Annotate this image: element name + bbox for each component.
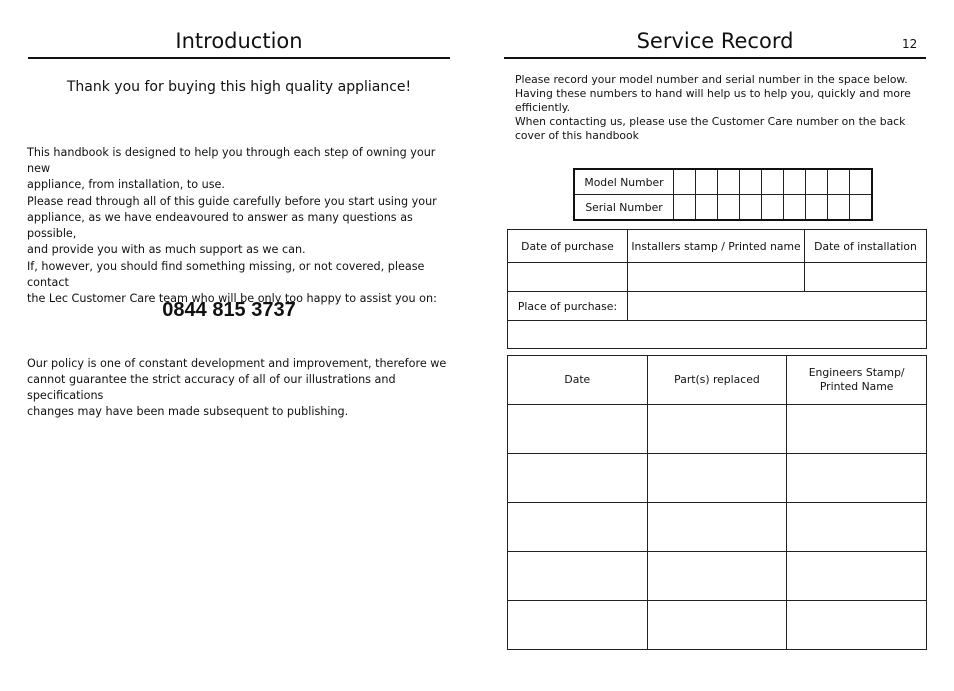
model-number-box[interactable] [696, 169, 718, 195]
serial-number-box[interactable] [806, 195, 828, 221]
service-header-row [508, 356, 927, 405]
place-of-purchase-label: Place of purchase: [508, 292, 628, 321]
parts-replaced-cell[interactable] [647, 552, 787, 601]
paragraph-line: the Lec Customer Care team who will be only too happy to assist you on: [27, 292, 437, 305]
model-number-box[interactable] [718, 169, 740, 195]
service-date-cell[interactable] [508, 405, 648, 454]
service-date-header: Date [508, 356, 648, 405]
date-of-purchase-label: Date of purchase [508, 230, 628, 263]
date-of-installation-field[interactable] [805, 263, 927, 292]
paragraph-line: cannot guarantee the strict accuracy of all of our illustrations and specifications [27, 373, 396, 402]
service-history-table [507, 355, 927, 650]
paragraph-line: changes may have been made subsequent to publishing. [27, 405, 349, 418]
parts-replaced-cell[interactable] [647, 454, 787, 503]
model-number-row [574, 169, 872, 195]
model-number-box[interactable] [674, 169, 696, 195]
page-title-introduction: Introduction [175, 29, 303, 53]
model-number-box[interactable] [784, 169, 806, 195]
parts-replaced-cell[interactable] [647, 503, 787, 552]
instruction-line: Please record your model number and serial number in the space below. [515, 73, 908, 86]
purchase-entry-row [508, 263, 927, 292]
serial-number-box[interactable] [696, 195, 718, 221]
serial-number-label: Serial Number [574, 195, 674, 221]
service-row [508, 405, 927, 454]
service-row [508, 503, 927, 552]
paragraph-line: Our policy is one of constant development and improvement, therefore we [27, 357, 447, 370]
engineers-stamp-header-line: Printed Name [819, 380, 894, 393]
service-row [508, 601, 927, 650]
paragraph-line: This handbook is designed to help you through each step of owning your new [27, 146, 436, 175]
paragraph-line: appliance, from installation, to use. [27, 178, 225, 191]
model-serial-table [573, 168, 873, 221]
engineers-stamp-cell[interactable] [787, 552, 927, 601]
paragraph-line: Please read through all of this guide carefully before you start using your [27, 195, 437, 208]
instruction-line: When contacting us, please use the Customer Care number on the back [515, 115, 906, 128]
page-title-service-record: Service Record [636, 29, 794, 53]
serial-number-row [574, 195, 872, 221]
serial-number-box[interactable] [740, 195, 762, 221]
model-number-label: Model Number [574, 169, 674, 195]
service-date-cell[interactable] [508, 454, 648, 503]
date-of-purchase-field[interactable] [508, 263, 628, 292]
serial-number-box[interactable] [674, 195, 696, 221]
serial-number-box[interactable] [718, 195, 740, 221]
engineers-stamp-cell[interactable] [787, 601, 927, 650]
place-of-purchase-field[interactable] [628, 292, 927, 321]
title-underline [504, 57, 926, 59]
customer-care-phone: 0844 815 3737 [162, 299, 296, 321]
paragraph-line: If, however, you should find something missing, or not covered, please contact [27, 260, 425, 289]
instruction-line: cover of this handbook [515, 129, 639, 142]
serial-number-box[interactable] [828, 195, 850, 221]
installers-stamp-field[interactable] [628, 263, 805, 292]
serial-number-box[interactable] [850, 195, 873, 221]
paragraph-line: and provide you with as much support as we can. [27, 243, 306, 256]
title-underline [28, 57, 450, 59]
serial-number-box[interactable] [784, 195, 806, 221]
service-date-cell[interactable] [508, 503, 648, 552]
service-row [508, 552, 927, 601]
parts-replaced-cell[interactable] [647, 601, 787, 650]
engineers-stamp-cell[interactable] [787, 454, 927, 503]
instruction-line: efficiently. [515, 101, 571, 114]
engineers-stamp-header-line: Engineers Stamp/ [808, 366, 905, 379]
engineers-stamp-cell[interactable] [787, 405, 927, 454]
paragraph-handbook [27, 145, 447, 193]
service-row [508, 454, 927, 503]
date-of-installation-label: Date of installation [805, 230, 927, 263]
installers-stamp-label: Installers stamp / Printed name [628, 230, 805, 263]
model-number-box[interactable] [828, 169, 850, 195]
place-of-purchase-extra-row [508, 321, 927, 349]
place-of-purchase-row [508, 292, 927, 321]
engineers-stamp-cell[interactable] [787, 503, 927, 552]
model-number-box[interactable] [850, 169, 873, 195]
model-number-box[interactable] [740, 169, 762, 195]
thanks-text: Thank you for buying this high quality appliance! [66, 79, 412, 95]
paragraph-policy [27, 356, 447, 420]
instruction-line: Having these numbers to hand will help us to help you, quickly and more [515, 87, 911, 100]
parts-replaced-header: Part(s) replaced [647, 356, 787, 405]
page-number: 12 [902, 37, 918, 51]
service-date-cell[interactable] [508, 601, 648, 650]
purchase-details-table [507, 229, 927, 349]
place-of-purchase-extra-field[interactable] [508, 321, 927, 349]
model-number-box[interactable] [762, 169, 784, 195]
serial-number-box[interactable] [762, 195, 784, 221]
service-date-cell[interactable] [508, 552, 648, 601]
engineers-stamp-header [787, 356, 927, 405]
paragraph-line: appliance, as we have endeavoured to answer as many questions as possible, [27, 211, 413, 240]
parts-replaced-cell[interactable] [647, 405, 787, 454]
model-number-box[interactable] [806, 169, 828, 195]
service-record-instructions [515, 73, 915, 143]
service-record-page [477, 0, 954, 691]
paragraph-read-guide [27, 194, 447, 258]
purchase-header-row [508, 230, 927, 263]
